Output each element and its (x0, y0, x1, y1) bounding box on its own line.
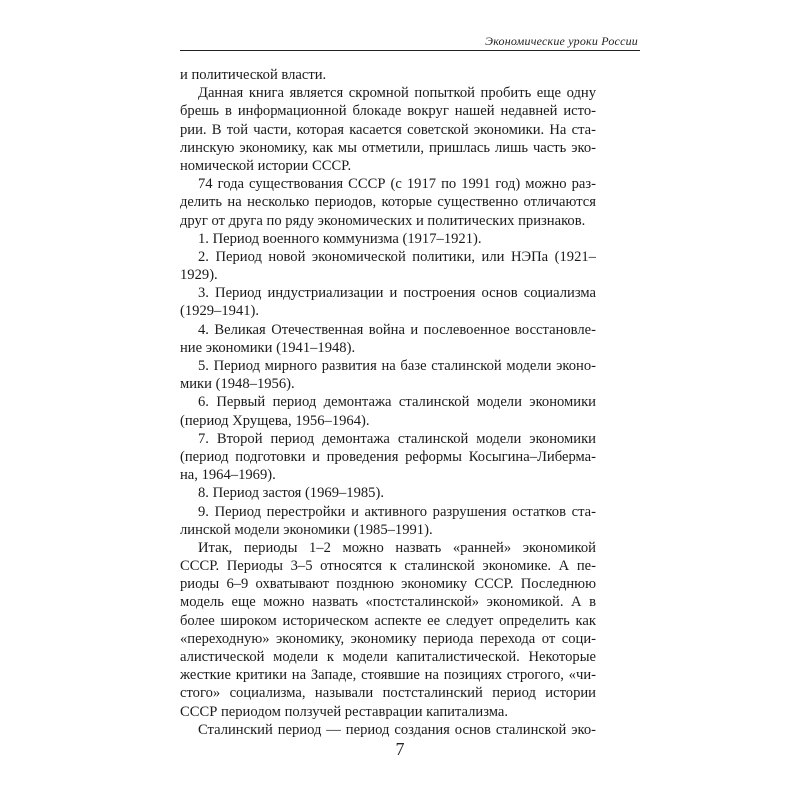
text-line: линской модели экономики (1985–1991). (180, 521, 433, 538)
text-line: Сталинский период — период создания основ сталинской эко- (198, 721, 596, 738)
text-line: делить на несколько периодов, которые существенно отличаются (180, 194, 596, 211)
text-line: на, 1964–1969). (180, 467, 276, 484)
text-line: Данная книга является скромной попыткой пробить еще одну (198, 85, 596, 102)
text-line: СССР. Периоды 3–5 относятся к сталинской экономике. А пе- (180, 558, 596, 575)
text-line: брешь в информационной блокаде вокруг нашей недавней исто- (180, 103, 596, 120)
text-line: друг от друга по ряду экономических и политических признаков. (180, 212, 586, 229)
text-line: 3. Период индустриализации и построения основ социализма (198, 285, 596, 302)
text-line: (период Хрущева, 1956–1964). (180, 412, 370, 429)
text-line: 6. Первый период демонтажа сталинской модели экономики (198, 394, 596, 411)
header-rule (180, 50, 640, 51)
text-line: 5. Период мирного развития на базе сталинской модели эконо- (198, 358, 596, 374)
text-line: рии. В той части, которая касается советской экономики. На ста- (180, 121, 596, 138)
text-line: линскую экономику, как мы отметили, пришлась лишь часть эко- (180, 139, 596, 156)
text-line: 7. Второй период демонтажа сталинской модели экономики (198, 430, 596, 447)
text-line: номической истории СССР. (180, 157, 352, 174)
text-line: Итак, периоды 1–2 можно назвать «ранней» экономикой (198, 539, 596, 556)
text-line: 1. Период военного коммунизма (1917–1921). (198, 230, 482, 247)
text-line: СССР периодом ползучей реставрации капитализма. (180, 703, 509, 720)
text-line: 2. Период новой экономической политики, или НЭПа (1921– (198, 248, 596, 265)
text-line: ние экономики (1941–1948). (180, 339, 356, 356)
text-line: жесткие критики на Западе, стоявшие на позициях строгого, «чи- (180, 667, 596, 684)
text-line: риоды 6–9 охватывают позднюю экономику СССР. Последнюю (180, 576, 596, 593)
text-line: (период подготовки и проведения реформы Косыгина–Либерма- (180, 448, 596, 465)
text-line: мики (1948–1956). (180, 376, 295, 393)
text-line: стого» социализма, называли постсталинский период истории (180, 685, 596, 702)
running-head: Экономические уроки России (485, 34, 638, 48)
text-line: (1929–1941). (180, 303, 260, 320)
page-number: 7 (395, 739, 405, 759)
text-line: 74 года существования СССР (с 1917 по 1991 год) можно раз- (198, 176, 596, 193)
text-line: алистической модели к модели капиталистической. Некоторые (180, 649, 596, 665)
body-text (180, 66, 596, 739)
text-line: 4. Великая Отечественная война и послевоенное восстановле- (198, 321, 596, 338)
text-line: 8. Период застоя (1969–1985). (198, 485, 384, 502)
text-line: модель еще можно назвать «постсталинской» экономикой. А в (180, 594, 596, 611)
text-line: более широком историческом аспекте ее следует определить как (180, 612, 596, 629)
text-line: «переходную» экономику, экономику периода перехода от соци- (180, 630, 596, 647)
text-line: 1929). (180, 267, 218, 284)
text-line: и политической власти. (180, 67, 327, 83)
text-line: 9. Период перестройки и активного разрушения остатков ста- (198, 503, 596, 520)
